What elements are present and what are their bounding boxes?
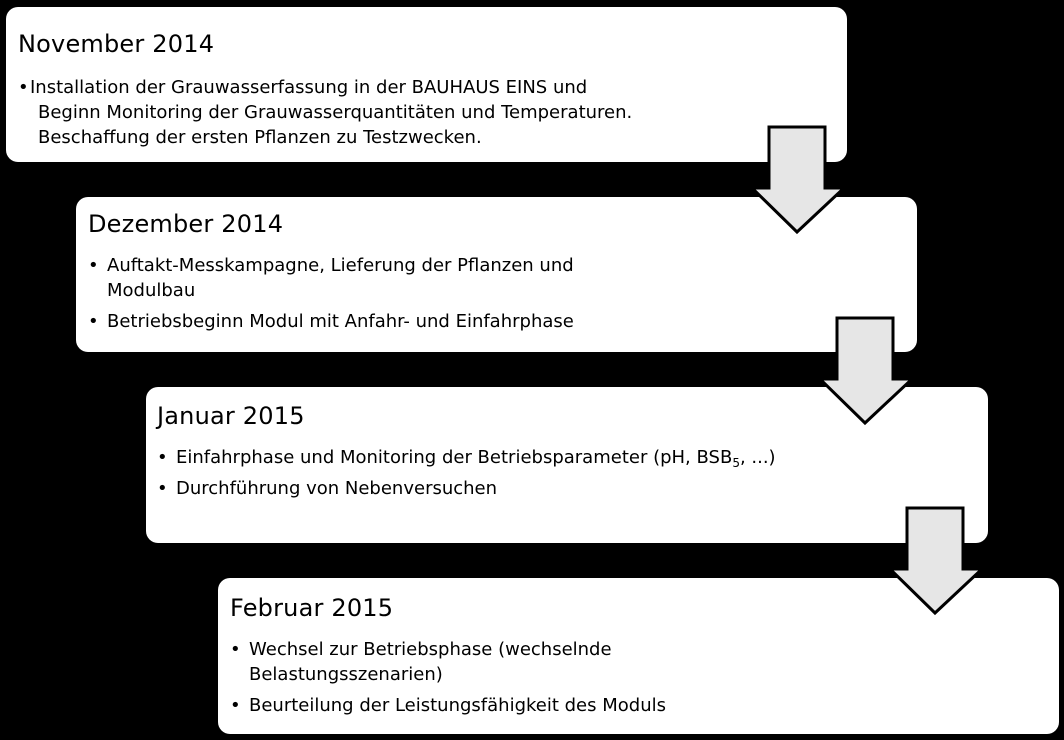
- list-item: [88, 253, 667, 303]
- step-title: Dezember 2014: [88, 210, 284, 238]
- list-item: [230, 637, 719, 687]
- list-item-text: Auftakt-Messkampagne, Lieferung der Pflanzen und Modulbau: [107, 255, 574, 301]
- list-item: [230, 693, 1059, 718]
- list-item-text-suffix: , ...): [739, 447, 776, 468]
- step-box-november-2014: [6, 7, 847, 162]
- list-item-text: Betriebsbeginn Modul mit Anfahr- und Einfahrphase: [107, 311, 574, 332]
- list-item: [18, 75, 847, 100]
- list-item: [88, 309, 917, 334]
- list-item-text: Beschaffung der ersten Pflanzen zu Testzwecken.: [38, 127, 482, 148]
- down-arrow-icon: [818, 317, 914, 425]
- step-item-list: [230, 637, 1059, 718]
- bullet-icon: •: [157, 478, 168, 499]
- list-item: [157, 476, 988, 501]
- step-item-list: [157, 445, 988, 501]
- down-arrow-icon: [888, 507, 984, 615]
- down-arrow-icon: [750, 126, 846, 234]
- bullet-icon: •: [88, 255, 99, 276]
- list-item-text: Installation der Grauwasserfassung in der BAUHAUS EINS und: [30, 77, 588, 98]
- list-item-text: Beginn Monitoring der Grauwasserquantitäten und Temperaturen.: [38, 102, 633, 123]
- step-item-list: [88, 253, 917, 334]
- step-title: November 2014: [18, 30, 215, 58]
- bullet-icon: •: [88, 311, 99, 332]
- bullet-icon: •: [230, 695, 241, 716]
- list-item-text: Einfahrphase und Monitoring der Betriebsparameter (pH, BSB: [176, 447, 733, 468]
- bullet-icon: •: [157, 447, 168, 468]
- list-item: [18, 100, 847, 125]
- step-item-list: [18, 75, 847, 150]
- list-item-text: Wechsel zur Betriebsphase (wechselnde Belastungsszenarien): [249, 639, 612, 685]
- list-item: [157, 445, 796, 470]
- list-item-text: Beurteilung der Leistungsfähigkeit des Moduls: [249, 695, 666, 716]
- bullet-icon: •: [18, 77, 29, 98]
- step-title: Februar 2015: [230, 594, 394, 622]
- bullet-icon: •: [230, 639, 241, 660]
- subscript: 5: [732, 456, 740, 470]
- step-title: Januar 2015: [157, 402, 305, 430]
- list-item: [18, 125, 847, 150]
- list-item-text: Durchführung von Nebenversuchen: [176, 478, 498, 499]
